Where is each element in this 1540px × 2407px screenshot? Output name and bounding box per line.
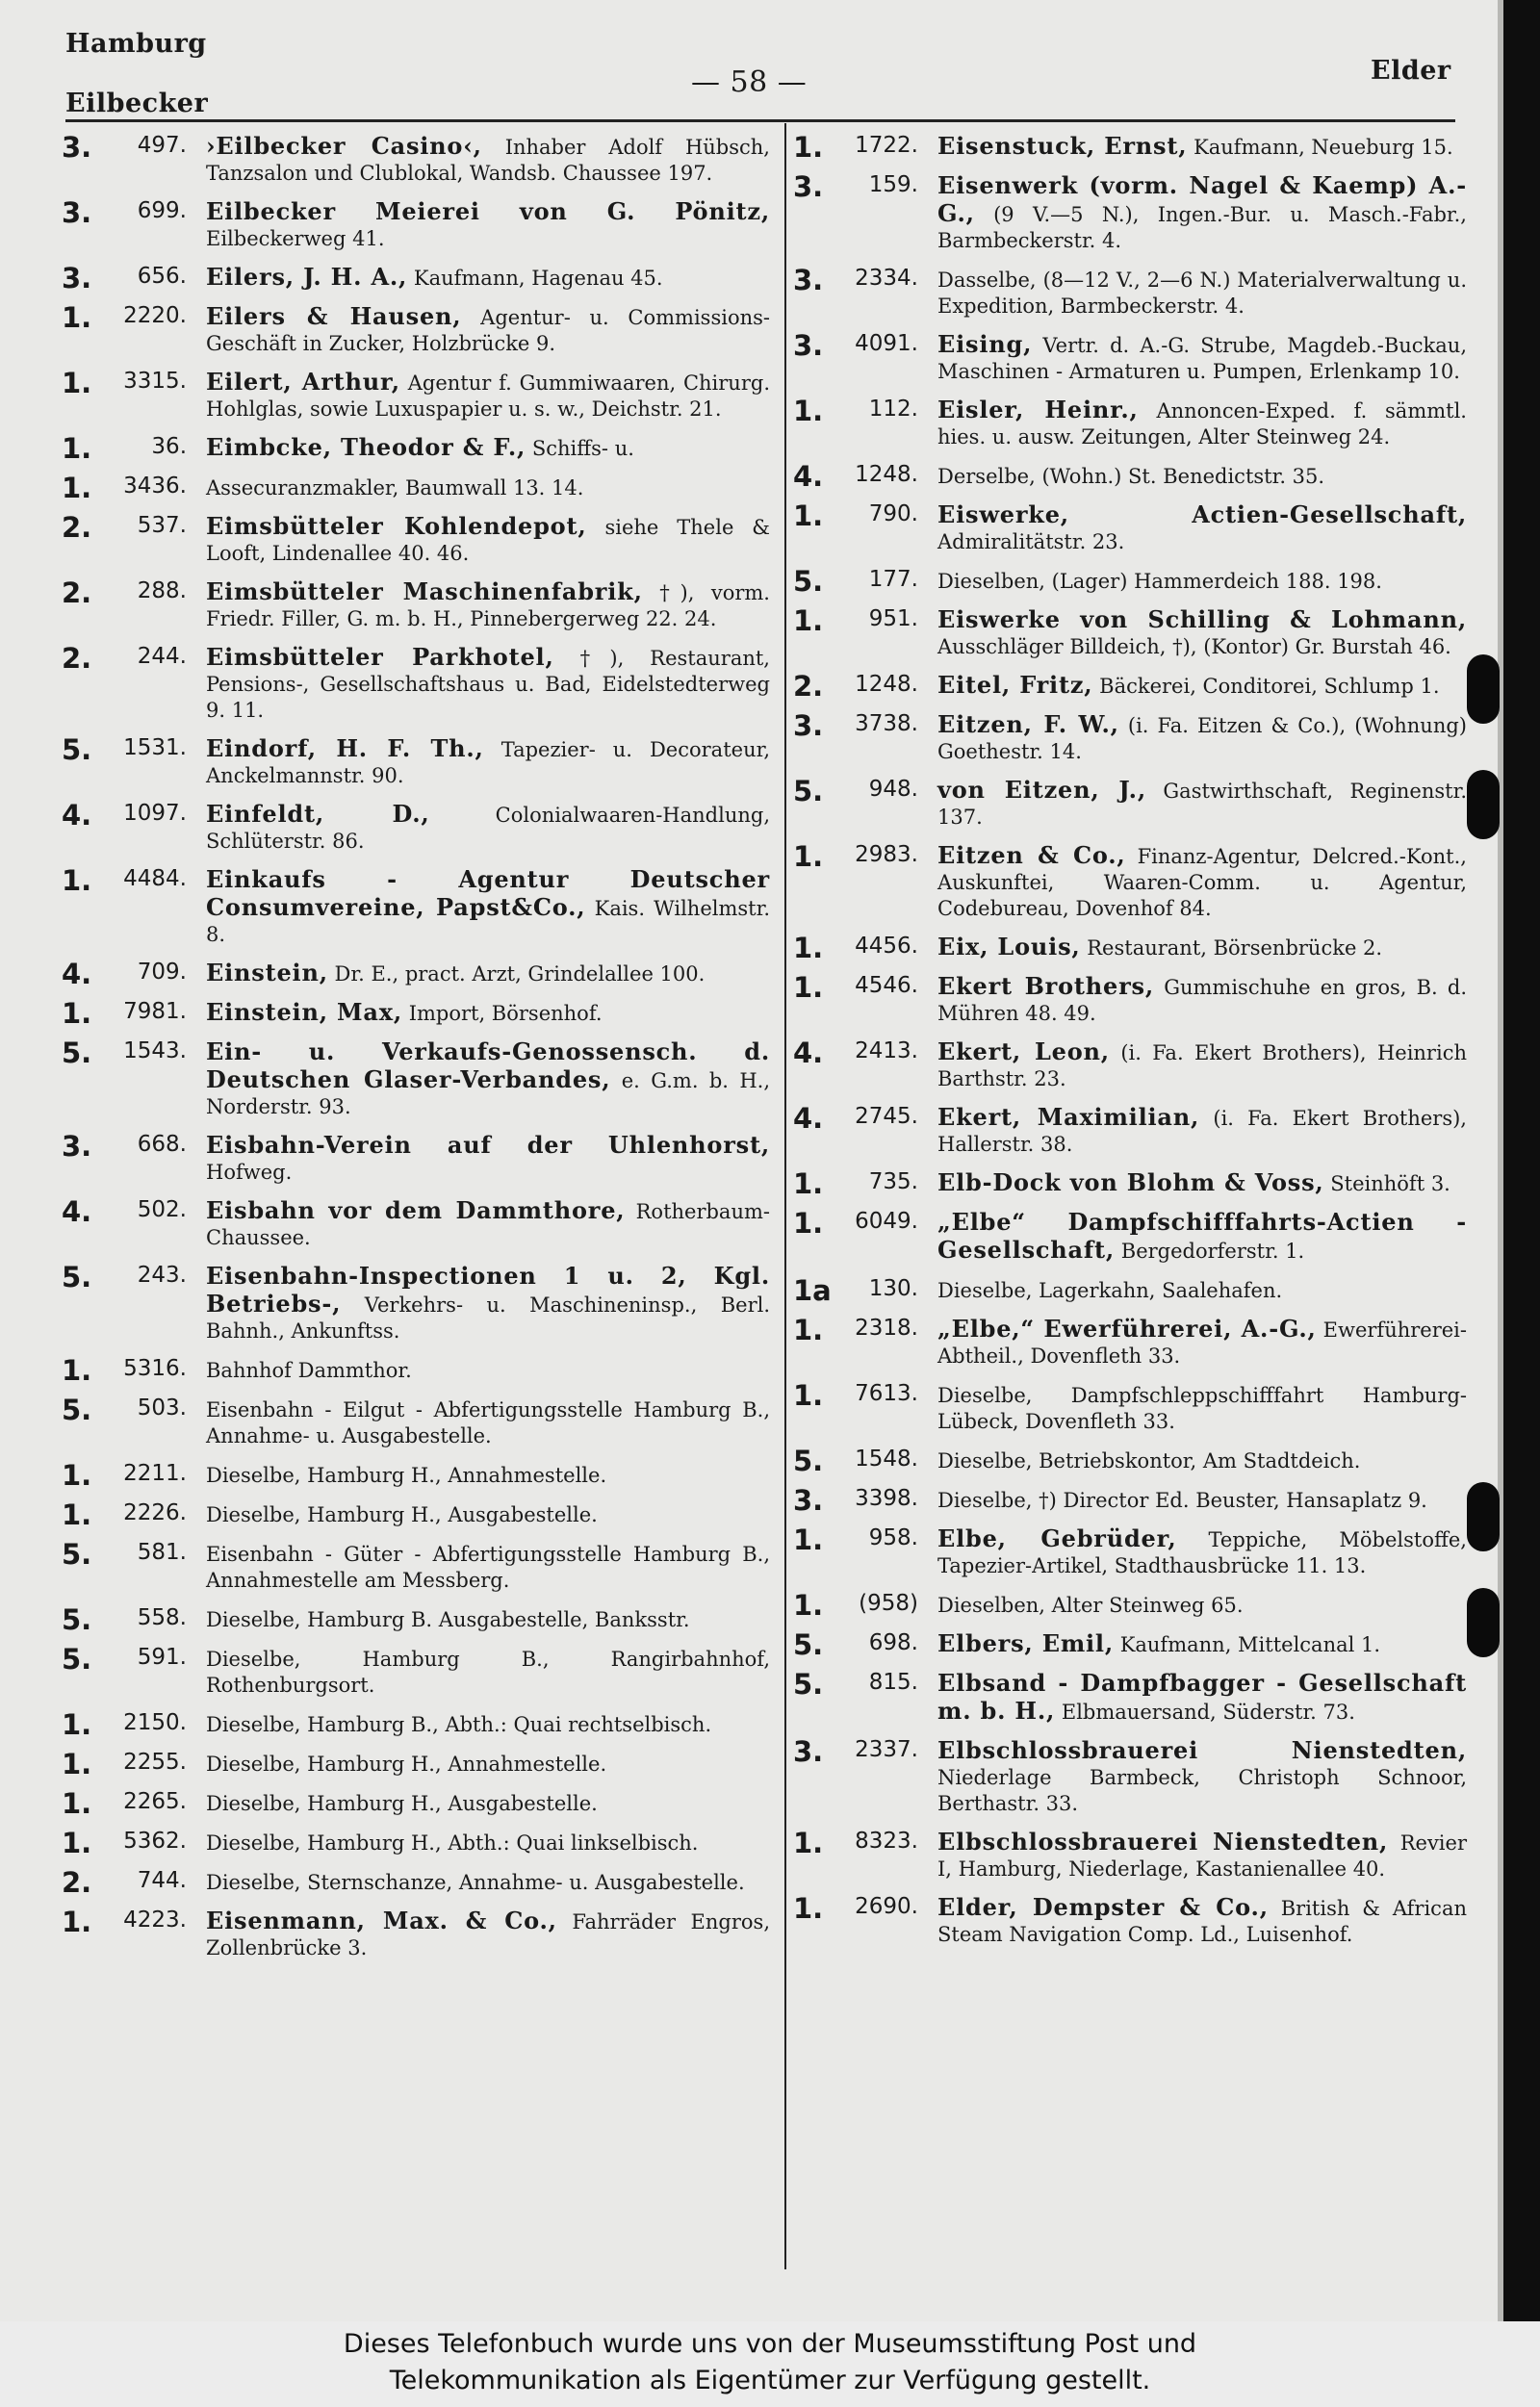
list-item: 5. 177. Dieselben, (Lager) Hammerdeich 188. 198.	[793, 565, 1382, 598]
list-item: 1. 3315. Eilert, Arthur, Agentur f. Gummiwaaren, Chirurg. Hohlglas, sowie Luxuspapier u. s. w., Deichstr. 21.	[62, 367, 770, 421]
header-city: Hamburg	[65, 29, 207, 59]
list-item: 3. 3398. Dieselbe, †) Director Ed. Beuster, Hansaplatz 9.	[793, 1484, 1427, 1517]
list-item: 2. 288. Eimsbütteler Maschinenfabrik, †), vorm. Friedr. Filler, G. m. b. H., Pinnebergerweg 22. 24.	[62, 576, 770, 630]
list-item: 1. 7981. Einstein, Max, Import, Börsenhof.	[62, 997, 603, 1030]
list-item: 3. 699. Eilbecker Meierei von G. Pönitz, Eilbeckerweg 41.	[62, 196, 770, 250]
list-item: 3. 497. ›Eilbecker Casino‹, Inhaber Adolf Hübsch, Tanzsalon und Clublokal, Wandsb. Chaussee 197.	[62, 131, 770, 185]
list-item: 1. 5362. Dieselbe, Hamburg H., Abth.: Quai linkselbisch.	[62, 1827, 699, 1859]
list-item: 1. 2150. Dieselbe, Hamburg B., Abth.: Quai rechtselbisch.	[62, 1708, 712, 1741]
list-item: 3. 159. Eisenwerk (vorm. Nagel & Kaemp) A.-G., (9 V.—5 N.), Ingen.-Bur. u. Masch.-Fabr., Barmbeckerstr. 4.	[793, 170, 1467, 252]
list-item: 1. 8323. Elbschlossbrauerei Nienstedten, Revier I, Hamburg, Niederlage, Kastanienallee 40.	[793, 1827, 1467, 1881]
list-item: 3. 2337. Elbschlossbrauerei Nienstedten, Niederlage Barmbeck, Christoph Schnoor, Berthastr. 33.	[793, 1735, 1467, 1815]
list-item: 3. 3738. Eitzen, F. W., (i. Fa. Eitzen & Co.), (Wohnung) Goethestr. 14.	[793, 709, 1467, 763]
list-item: 1. 2255. Dieselbe, Hamburg H., Annahmestelle.	[62, 1748, 607, 1780]
list-item: 1. 112. Eisler, Heinr., Annoncen-Exped. f. sämmtl. hies. u. ausw. Zeitungen, Alter Steinweg 24.	[793, 395, 1467, 448]
list-item: 1. 735. Elb-Dock von Blohm & Voss, Steinhöft 3.	[793, 1167, 1450, 1200]
list-item: 3. 2334. Dasselbe, (8—12 V., 2—6 N.) Materialverwaltung u. Expedition, Barmbeckerstr. 4.	[793, 264, 1467, 318]
list-item: 1. 4223. Eisenmann, Max. & Co., Fahrräder Engros, Zollenbrücke 3.	[62, 1906, 770, 1959]
list-item: 1. 958. Elbe, Gebrüder, Teppiche, Möbelstoffe, Tapezier-Artikel, Stadthausbrücke 11. 13.	[793, 1524, 1467, 1577]
footer-credit	[0, 2321, 1540, 2407]
punch-hole-icon	[1467, 1482, 1500, 1551]
list-item: 1. 2983. Eitzen & Co., Finanz-Agentur, Delcred.-Kont., Auskunftei, Waaren-Comm. u. Agentur, Codebureau, Dovenhof 84.	[793, 840, 1467, 920]
punch-hole-icon	[1467, 1588, 1500, 1657]
header-last-keyword: Elder	[1371, 56, 1451, 86]
list-item: 4. 2413. Ekert, Leon, (i. Fa. Ekert Brothers), Heinrich Barthstr. 23.	[793, 1037, 1467, 1090]
list-item: 5. 948. von Eitzen, J., Gastwirthschaft, Reginenstr. 137.	[793, 775, 1467, 829]
list-item: 5. 1543. Ein- u. Verkaufs-Genossensch. d. Deutschen Glaser-Verbandes, e. G.m. b. H., Norderstr. 93.	[62, 1037, 770, 1118]
punch-hole-icon	[1467, 654, 1500, 724]
list-item: 3. 4091. Eising, Vertr. d. A.-G. Strube, Magdeb.-Buckau, Maschinen - Armaturen u. Pumpen, Erlenkamp 10.	[793, 329, 1467, 383]
list-item: 5. 591. Dieselbe, Hamburg B., Rangirbahnhof, Rothenburgsort.	[62, 1643, 770, 1697]
list-item: 3. 656. Eilers, J. H. A., Kaufmann, Hagenau 45.	[62, 262, 663, 294]
list-item: 4. 2745. Ekert, Maximilian, (i. Fa. Ekert Brothers), Hallerstr. 38.	[793, 1102, 1467, 1156]
list-item: 1. 7613. Dieselbe, Dampfschleppschifffahrt Hamburg-Lübeck, Dovenfleth 33.	[793, 1379, 1467, 1433]
list-item: 5. 581. Eisenbahn - Güter - Abfertigungsstelle Hamburg B., Annahmestelle am Messberg.	[62, 1538, 770, 1592]
list-item: 4. 502. Eisbahn vor dem Dammthore, Rotherbaum-Chaussee.	[62, 1195, 770, 1249]
list-item: 5. 503. Eisenbahn - Eilgut - Abfertigungsstelle Hamburg B., Annahme- u. Ausgabestelle.	[62, 1394, 770, 1447]
list-item: 1. 2690. Elder, Dempster & Co., British & African Steam Navigation Comp. Ld., Luisenhof.	[793, 1892, 1467, 1946]
list-item: 1. (958) Dieselben, Alter Steinweg 65.	[793, 1589, 1244, 1622]
page-edge	[1503, 0, 1540, 2321]
list-item: 4. 1248. Derselbe, (Wohn.) St. Benedictstr. 35.	[793, 460, 1325, 493]
list-item: 1. 5316. Bahnhof Dammthor.	[62, 1354, 412, 1387]
list-item: 1. 1722. Eisenstuck, Ernst, Kaufmann, Neueburg 15.	[793, 131, 1453, 164]
list-item: 1. 2265. Dieselbe, Hamburg H., Ausgabestelle.	[62, 1787, 598, 1820]
list-item: 1. 4546. Ekert Brothers, Gummischuhe en gros, B. d. Mühren 48. 49.	[793, 971, 1468, 1025]
list-item: 5. 243. Eisenbahn-Inspectionen 1 u. 2, Kgl. Betriebs-, Verkehrs- u. Maschineninsp., Berl. Bahnh., Ankunftss.	[62, 1261, 770, 1343]
list-item: 1. 36. Eimbcke, Theodor & F., Schiffs- u.	[62, 432, 634, 465]
list-item: 5. 1548. Dieselbe, Betriebskontor, Am Stadtdeich.	[793, 1445, 1361, 1477]
column-divider	[784, 123, 786, 2269]
list-item: 3. 668. Eisbahn-Verein auf der Uhlenhorst, Hofweg.	[62, 1130, 770, 1184]
list-item: 5. 698. Elbers, Emil, Kaufmann, Mittelcanal 1.	[793, 1628, 1381, 1661]
page-number: — 58 —	[691, 65, 808, 99]
list-item: 1. 2318. „Elbe,“ Ewerführerei, A.-G., Ewerführerei-Abtheil., Dovenfleth 33.	[793, 1314, 1467, 1368]
list-item: 4. 1097. Einfeldt, D., Colonialwaaren-Handlung, Schlüterstr. 86.	[62, 799, 770, 853]
list-item: 1. 4456. Eix, Louis, Restaurant, Börsenbrücke 2.	[793, 932, 1383, 964]
list-item: 1. 951. Eiswerke von Schilling & Lohmann, Ausschläger Billdeich, †), (Kontor) Gr. Burstah 46.	[793, 604, 1467, 658]
list-item: 1a 130. Dieselbe, Lagerkahn, Saalehafen.	[793, 1274, 1283, 1307]
list-item: 5. 558. Dieselbe, Hamburg B. Ausgabestelle, Banksstr.	[62, 1603, 690, 1636]
punch-hole-icon	[1467, 770, 1500, 839]
list-item: 1. 6049. „Elbe“ Dampfschifffahrts-Actien - Gesellschaft, Bergedorferstr. 1.	[793, 1207, 1467, 1264]
list-item: 5. 815. Elbsand - Dampfbagger - Gesellschaft m. b. H., Elbmauersand, Süderstr. 73.	[793, 1668, 1467, 1725]
list-item: 2. 744. Dieselbe, Sternschanze, Annahme- u. Ausgabestelle.	[62, 1866, 745, 1899]
list-item: 1. 2226. Dieselbe, Hamburg H., Ausgabestelle.	[62, 1498, 598, 1531]
footer-line: Dieses Telefonbuch wurde uns von der Museumsstiftung Post und	[343, 2329, 1197, 2359]
header-rule	[65, 119, 1455, 122]
list-item: 1. 2211. Dieselbe, Hamburg H., Annahmestelle.	[62, 1459, 607, 1492]
list-item: 4. 709. Einstein, Dr. E., pract. Arzt, Grindelallee 100.	[62, 958, 706, 990]
list-item: 2. 244. Eimsbütteler Parkhotel, †), Restaurant, Pensions-, Gesellschaftshaus u. Bad, Eidelstedterweg 9. 11.	[62, 642, 770, 722]
left-column	[62, 133, 770, 1973]
list-item: 1. 2220. Eilers & Hausen, Agentur- u. Commissions-Geschäft in Zucker, Holzbrücke 9.	[62, 301, 770, 355]
list-item: 1. 3436. Assecuranzmakler, Baumwall 13. 14.	[62, 472, 584, 504]
list-item: 2. 1248. Eitel, Fritz, Bäckerei, Conditorei, Schlump 1.	[793, 670, 1440, 703]
list-item: 5. 1531. Eindorf, H. F. Th., Tapezier- u. Decorateur, Anckelmannstr. 90.	[62, 733, 770, 787]
list-item: 2. 537. Eimsbütteler Kohlendepot, siehe Thele & Looft, Lindenallee 40. 46.	[62, 511, 770, 565]
right-column	[793, 133, 1467, 1959]
list-item: 1. 4484. Einkaufs - Agentur Deutscher Consumvereine, Papst&Co., Kais. Wilhelmstr. 8.	[62, 864, 770, 946]
header-first-keyword: Eilbecker	[65, 89, 209, 118]
list-item: 1. 790. Eiswerke, Actien-Gesellschaft, Admiralitätstr. 23.	[793, 499, 1467, 553]
footer-line: Telekommunikation als Eigentümer zur Verfügung gestellt.	[389, 2366, 1151, 2395]
